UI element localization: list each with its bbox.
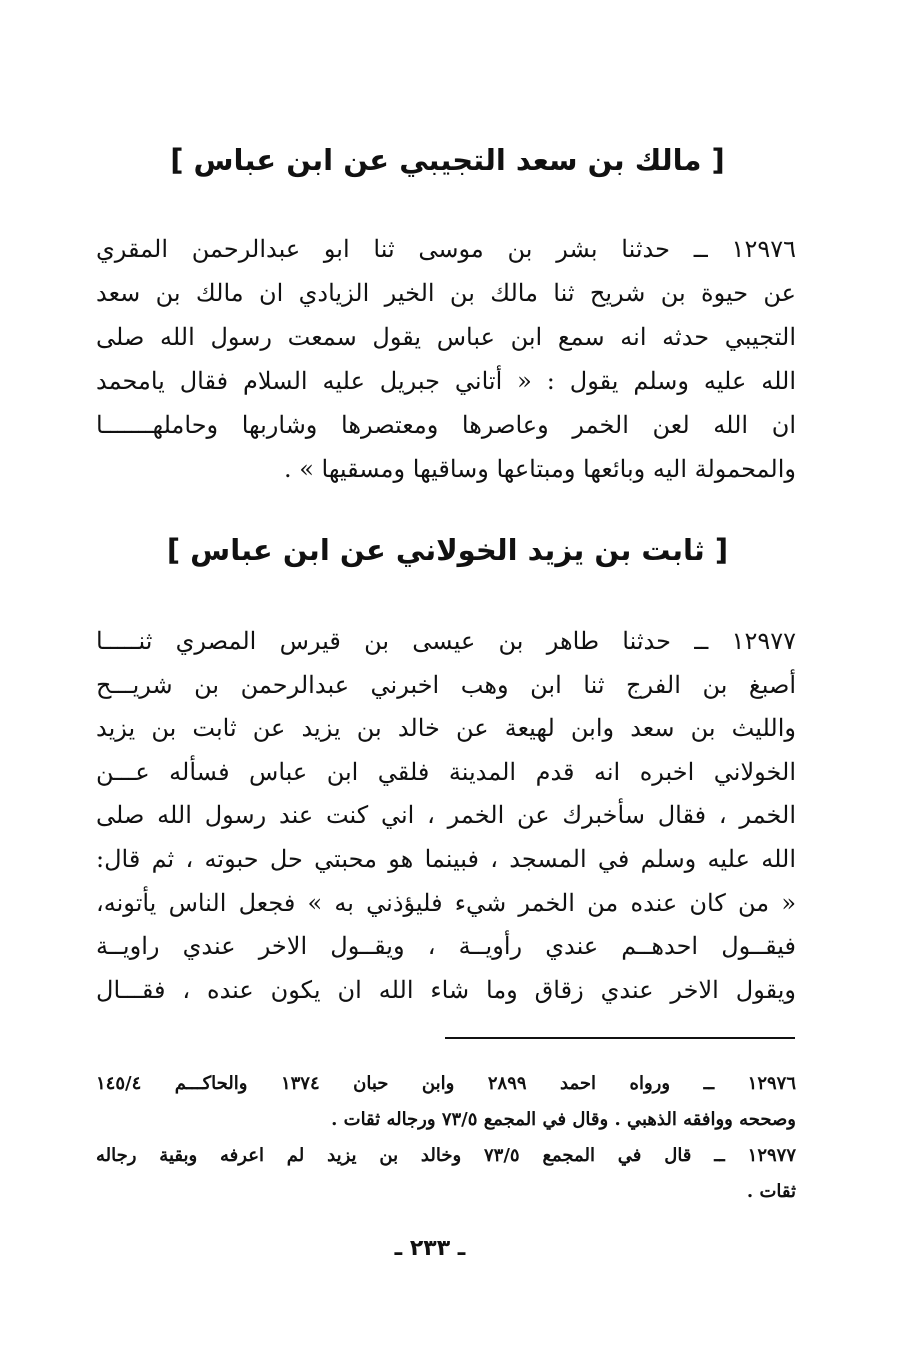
text-line: الله عليه وسلم يقول : « أتاني جبريل عليه السلام فقال يامحمد xyxy=(96,367,796,395)
section-heading: [ ثابت بن يزيد الخولاني عن ابن عباس ] xyxy=(166,533,729,567)
text-line: ١٢٩٧٧ ــ حدثنا طاهر بن عيسى بن قيرس المصري ثنـــــا xyxy=(96,627,796,655)
text-line: ان الله لعن الخمر وعاصرها ومعتصرها وشاربها وحاملهـــــــا xyxy=(96,411,796,439)
text-line: والمحمولة اليه وبائعها ومبتاعها وساقيها ومسقيها » . xyxy=(283,455,796,483)
text-line: عن حيوة بن شريح ثنا مالك بن الخير الزيادي ان مالك بن سعد xyxy=(96,279,796,307)
footnote-line: ١٢٩٧٧ ــ قال في المجمع ٧٣/٥ وخالد بن يزيد لم اعرفه وبقية رجاله xyxy=(96,1145,796,1166)
text-line: ١٢٩٧٦ ــ حدثنا بشر بن موسى ثنا ابو عبدالرحمن المقري xyxy=(96,235,796,263)
text-line: التجيبي حدثه انه سمع ابن عباس يقول سمعت رسول الله صلى xyxy=(96,323,796,351)
text-line: الخمر ، فقال سأخبرك عن الخمر ، اني كنت عند رسول الله صلى xyxy=(96,801,796,830)
text-line: الخولاني اخبره انه قدم المدينة فلقي ابن عباس فسأله عـــن xyxy=(96,757,796,786)
section-heading: [ مالك بن سعد التجيبي عن ابن عباس ] xyxy=(170,143,725,177)
footnotes xyxy=(96,1066,796,1210)
page-number: ـ ٢٣٣ ـ xyxy=(394,1236,466,1261)
text-line: الله عليه وسلم في المسجد ، فبينما هو محبتي حل حبوته ، ثم قال: xyxy=(96,844,796,873)
hadith-text xyxy=(96,620,796,1012)
text-line: فيقــول احدهــم عندي رأويــة ، ويقــول الاخر عندي راويــة xyxy=(96,932,796,961)
footnote-divider xyxy=(445,1037,795,1039)
text-line: « من كان عنده من الخمر شيء فليؤذني به » فجعل الناس يأتونه، xyxy=(96,888,796,917)
footnote-line: ثقات . xyxy=(746,1181,796,1202)
footnote-line: وصححه ووافقه الذهبي . وقال في المجمع ٧٣/٥ ورجاله ثقات . xyxy=(331,1109,796,1130)
text-line: ويقول الاخر عندي زقاق وما شاء الله ان يكون عنده ، فقـــال xyxy=(96,975,797,1004)
footnote-line: ١٢٩٧٦ ــ ورواه احمد ٢٨٩٩ وابن حبان ١٣٧٤ والحاكـــم ١٤٥/٤ xyxy=(96,1073,797,1094)
text-line: أصبغ بن الفرج ثنا ابن وهب اخبرني عبدالرحمن بن شريـــح xyxy=(96,670,796,699)
text-line: والليث بن سعد وابن لهيعة عن خالد بن يزيد عن ثابت بن يزيد xyxy=(96,714,796,743)
hadith-text xyxy=(96,227,796,491)
